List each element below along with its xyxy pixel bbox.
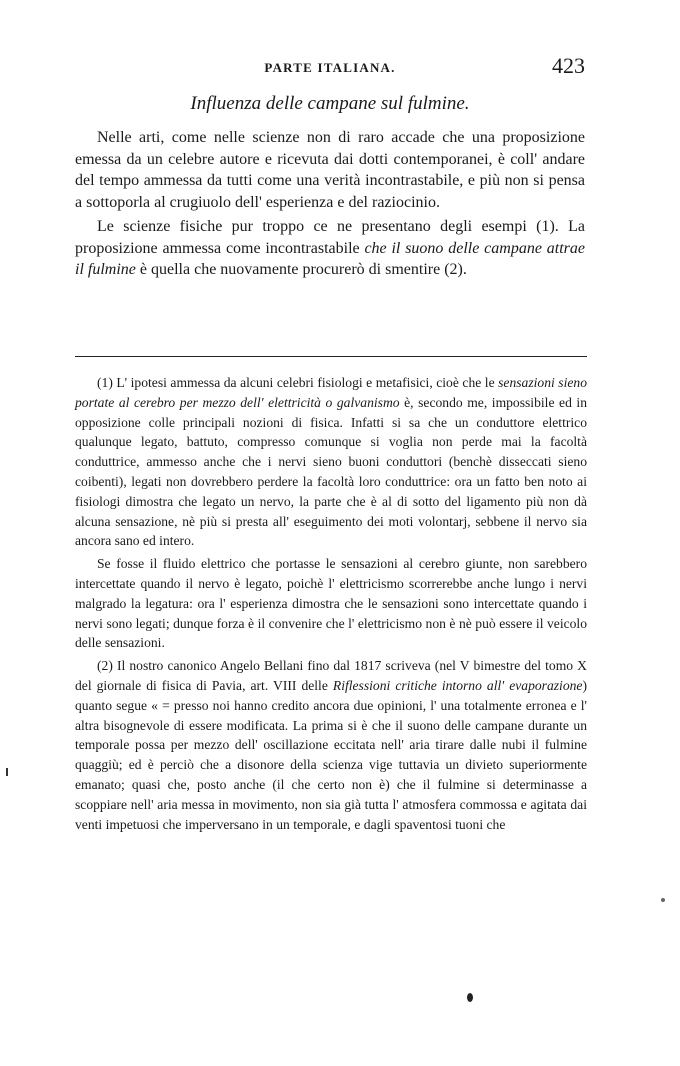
footnote-text-italic: Riflessioni critiche intorno all' evaporazione bbox=[332, 677, 583, 693]
margin-speck bbox=[661, 898, 665, 902]
footnote-paragraph bbox=[75, 554, 587, 653]
body-paragraph bbox=[75, 216, 585, 281]
footnote-text: Se fosse il fluido elettrico che portasse le sensazioni al cerebro giunte, non sarebbero intercettate quando il nervo è legato, poichè l' elettricismo scorrerebbe anche lungo i nervi malgrado la legatura: ora l' esperienza dimostra che le sensazioni sono intercettate quando i nervi sono legati; dunque forza è il convenire che l' elettricismo non è nè può essere il veicolo delle sensazioni. bbox=[75, 556, 587, 651]
footnote-text: (1) L' ipotesi ammessa da alcuni celebri fisiologi e metafisici, cioè che le bbox=[97, 375, 499, 390]
body-text: è quella che nuovamente procurerò di smentire (2). bbox=[135, 261, 467, 278]
article-title: Influenza delle campane sul fulmine. bbox=[190, 93, 470, 114]
margin-mark bbox=[6, 768, 8, 776]
footnote-text: ) quanto segue « = presso noi hanno credito ancora due opinioni, l' una totalmente erronea e l' altra bisognevole di essere modificata. La prima si è che il suono delle campane durante un temporale possa per mezzo dell' oscillazione eccitata nell' aria tirare dalle nubi il fulmine quaggiù; ed è perciò che a disonore della scienza vige tuttavia un divieto superiormente emanato; quasi che, posto anche (il che certo non è) che il fulmine si determinasse a scoppiare nell' aria messa in movimento, non sia già tutta l' atmosfera commossa e agitata dai venti impetuosi che imperversano in un temporale, e dagli spaventosi tuoni che bbox=[75, 677, 587, 832]
body-text: Le scienze fisiche pur troppo ce ne presentano degli esempi (1). La proposizione ammessa come incontrastabile bbox=[75, 218, 585, 257]
footnote-paragraph bbox=[75, 373, 587, 551]
body-text-italic: che il suono delle campane attrae il fulmine bbox=[75, 239, 585, 278]
ink-spot bbox=[467, 993, 473, 1002]
running-title: PARTE ITALIANA. bbox=[264, 60, 396, 75]
body-text: Nelle arti, come nelle scienze non di raro accade che una proposizione emessa da un celebre autore e ricevuta dai dotti contemporanei, è coll' andare del tempo ammessa da tutti come una verità incontrastabile, e più non si pensa a sottoporla al crugiuolo dell' esperienza e del raziocinio. bbox=[75, 129, 585, 211]
footnote-text: (2) Il nostro canonico Angelo Bellani fino dal 1817 scriveva (nel V bimestre del tomo X del giornale di fisica di Pavia, art. VIII delle bbox=[75, 658, 587, 693]
footnote-text: è, secondo me, impossibile ed in opposizione colle principali nozioni di fisica. Infatti si sa che un conduttore elettrico qualunque legato, battuto, compresso comunque si voglia non perde mai la facoltà conduttrice, ammesso anche che i nervi sieno buoni conduttori (benchè disseccati sieno coibenti), legati non dovrebbero perdere la facoltà loro conduttrice: ora un fatto ben noto ai fisiologi dimostra che legato un nervo, la parte che è al di sotto del ligamento più non dà alcuna sensazione, nè più si presta all' eseguimento dei moti volontarj, sebbene il nervo sia ancora sano ed intero. bbox=[75, 394, 587, 549]
body-paragraph bbox=[75, 127, 585, 213]
page-number: 423 bbox=[552, 53, 585, 78]
footnotes bbox=[75, 373, 587, 837]
footnote-divider bbox=[75, 356, 587, 357]
footnote-paragraph bbox=[75, 656, 587, 834]
running-head bbox=[75, 53, 585, 78]
main-text bbox=[75, 127, 585, 284]
footnote-text-italic: sensazioni sieno portate al cerebro per mezzo dell' elettricità o galvanismo bbox=[75, 375, 587, 410]
